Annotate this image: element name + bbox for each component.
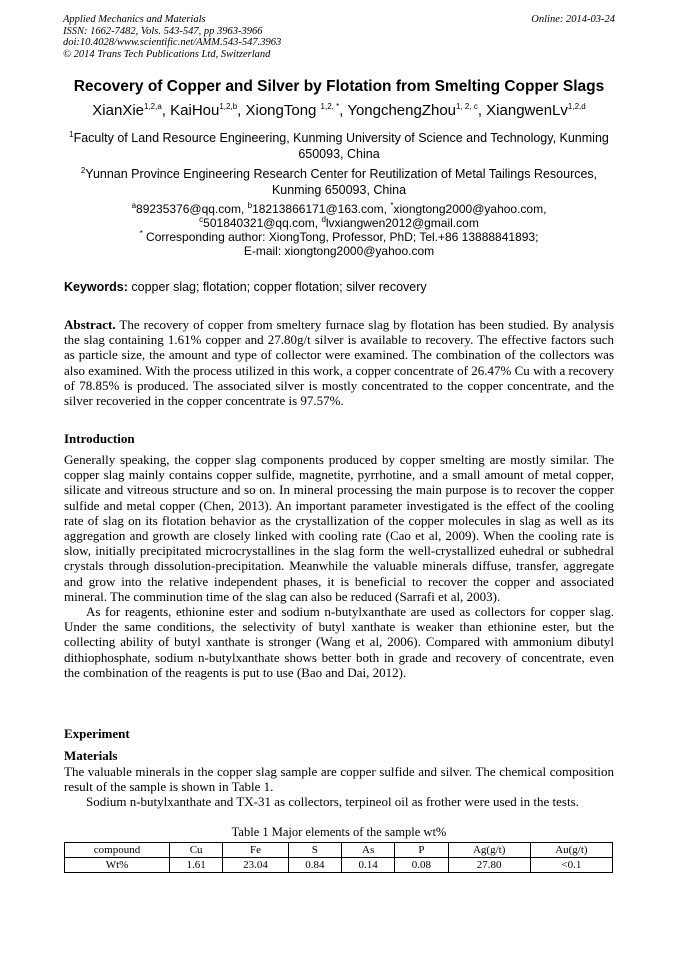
paragraph: As for reagents, ethionine ester and sodium n-butylxanthate are used as collectors for copper slag. Under the same conditions, the selectivity of butyl xanthate is weaker than ethionine ester, but the collecting ability of butyl xanthate is stronger (Wang et al, 2006). Compared with ammonium dibutyl dithiophosphate, sodium n-butylxanthate shows better both in grade and recovery of concentrate, even the combination of the reagents is put to use (Bao and Dai, 2012). (64, 604, 614, 680)
author-affil-sup: 1,2, * (320, 102, 340, 111)
table-cell: <0.1 (530, 858, 612, 873)
online-date: Online: 2014-03-24 (531, 14, 615, 25)
table-cell: 0.84 (288, 858, 341, 873)
table-header-cell: Cu (170, 843, 223, 858)
affiliation-text: 650093, China (298, 147, 380, 161)
author-name: KaiHou (170, 102, 220, 119)
email-sup: d (321, 215, 326, 224)
author-name: XiongTong (245, 102, 321, 119)
table-header-cell: S (288, 843, 341, 858)
abstract-label: Abstract. (64, 317, 116, 332)
keywords-text: copper slag; flotation; copper flotation; silver recovery (127, 280, 427, 294)
section-heading: Experiment (64, 726, 130, 741)
affiliation-2 (60, 166, 618, 198)
email-sup: b (247, 201, 253, 210)
table-header-cell: compound (65, 843, 170, 858)
table-cell: 0.08 (395, 858, 448, 873)
journal-name: Applied Mechanics and Materials (63, 14, 206, 25)
affiliation-text: Faculty of Land Resource Engineering, Kunming University of Science and Technology, Kunming (73, 131, 609, 145)
corresponding-email: E-mail: xiongtong2000@yahoo.com (243, 244, 435, 258)
author-name: YongchengZhou (347, 102, 457, 119)
email-a: 89235376@qq.com, (136, 202, 248, 216)
table-caption: Table 1 Major elements of the sample wt% (231, 825, 447, 839)
affiliation-text: Yunnan Province Engineering Research Center for Reutilization of Metal Tailings Resources, (85, 167, 598, 181)
corresponding-sup: * (139, 229, 143, 238)
author-affil-sup: 1,2,d (567, 102, 586, 111)
email-block (60, 202, 618, 258)
paragraph: Generally speaking, the copper slag components produced by copper smelting are mostly similar. The copper slag mainly contains copper sulfide, magnetite, pyrrhotine, and a small amount of metal copper, silicate and vitreous structure and so on. In mineral processing the main purpose is to recover the copper sulfide and metal copper (Chen, 2013). An important parameter investigated is the effect of the cooling rate of slag on its flotation behavior as the crystallization of the copper molecules in slag as well as its aggregation and growth are closely linked with cooling rate (Cao et al, 2009). When the cooling rate is slow, initially precipitated microcrystallines in the slag form the well-crystallized euhedral or subhedral crystals through dissolution-precipitation. Meanwhile the valuable minerals diffuse, transfer, aggregate and grow into the relative independent phases, it is beneficial to recover the copper and associated mineral. The comminution time of the slag can also be reduced (Sarrafi et al, 2003). (64, 452, 614, 604)
email-sup: * (390, 201, 394, 210)
table-cell: 0.14 (341, 858, 394, 873)
table-cell: 27.80 (448, 858, 530, 873)
email-d: lvxiangwen2012@gmail.com (325, 216, 479, 230)
table-header-cell: Au(g/t) (530, 843, 612, 858)
table-header-cell: P (395, 843, 448, 858)
email-b: 18213866171@163.com, (252, 202, 391, 216)
data-table (64, 842, 613, 873)
table-header-cell: As (341, 843, 394, 858)
affiliation-sup: 2 (80, 165, 86, 175)
author-affil-sup: 1, 2, c (456, 102, 478, 111)
table-header-row (65, 843, 613, 858)
author-affil-sup: 1,2,b (219, 102, 238, 111)
email-sup: c (199, 215, 204, 224)
abstract-text: The recovery of copper from smeltery furnace slag by flotation has been studied. By analysis the slag containing 1.61% copper and 27.80g/t silver is available to recovery. The effective factors such as particle size, the amount and type of collector were examined. The combination of the collectors was also examined. With the process utilized in this work, a copper concentrate of 26.47% Cu with a recovery of 78.85% is produced. The associated silver is mostly concentrated to the copper concentrate, and the silver recoveried in the copper concentrate is 97.57%. (64, 317, 614, 409)
doi-line: doi:10.4028/www.scientific.net/AMM.543-547.3963 (63, 37, 282, 48)
author-list (40, 102, 638, 119)
affiliation-text: Kunming 650093, China (271, 183, 407, 197)
paragraph: Sodium n-butylxanthate and TX-31 as collectors, terpineol oil as frother were used in the tests. (86, 794, 579, 810)
author-affil-sup: 1,2,a (144, 102, 162, 111)
section-heading: Introduction (64, 431, 135, 446)
author-sep: , (477, 102, 487, 119)
paper-title: Recovery of Copper and Silver by Flotation from Smelting Copper Slags (73, 78, 605, 95)
affiliation-1 (60, 130, 618, 162)
corresponding-author: Corresponding author: XiongTong, Professor, PhD; Tel.+86 13888841893; (142, 230, 539, 244)
copyright-line: © 2014 Trans Tech Publications Ltd, Switzerland (63, 48, 271, 60)
email-c: 501840321@qq.com, (203, 216, 322, 230)
table-header-cell: Fe (223, 843, 288, 858)
table-header-cell: Ag(g/t) (448, 843, 530, 858)
table-cell: 1.61 (170, 858, 223, 873)
introduction-body (64, 452, 614, 680)
keywords (64, 280, 614, 294)
affiliation-sup: 1 (69, 129, 74, 139)
keywords-label: Keywords: (64, 280, 128, 294)
email-sup: a (131, 201, 137, 210)
author-sep: , (339, 102, 348, 119)
abstract (64, 317, 614, 408)
author-name: XianXie (92, 102, 144, 119)
paragraph: The valuable minerals in the copper slag sample are copper sulfide and silver. The chemical composition result of the sample is shown in Table 1. (64, 764, 614, 795)
author-name: XiangwenLv (486, 102, 568, 119)
table-row (65, 858, 613, 873)
subsection-heading: Materials (64, 748, 118, 763)
journal-header (63, 14, 615, 60)
author-sep: , (161, 102, 171, 119)
author-sep: , (237, 102, 246, 119)
table-cell: Wt% (65, 858, 170, 873)
email-star: xiongtong2000@yahoo.com, (393, 202, 547, 216)
experiment-body (64, 764, 614, 810)
issn-line: ISSN: 1662-7482, Vols. 543-547, pp 3963-3966 (63, 25, 263, 37)
table-cell: 23.04 (223, 858, 288, 873)
